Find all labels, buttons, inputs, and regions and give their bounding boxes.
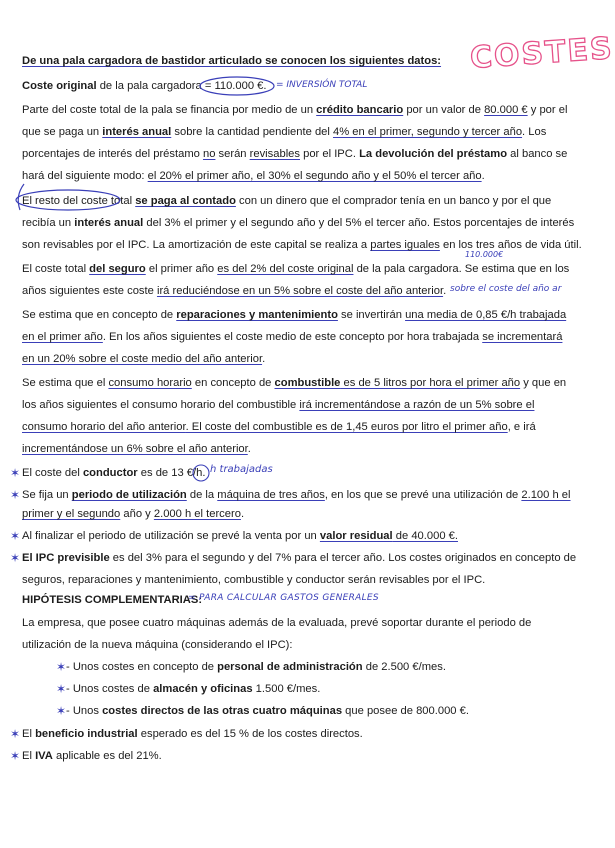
- text-span: que posee de 800.000 €.: [342, 705, 469, 717]
- star-icon: ✶: [10, 727, 21, 741]
- costes-stamp: COSTES: [468, 31, 615, 76]
- handwritten-sobre-note: sobre el coste del año ar: [450, 284, 562, 294]
- text-span: Parte del coste total de la pala se financia por medio de un: [22, 104, 317, 116]
- paragraph-line: [22, 398, 534, 412]
- text-span: crédito bancario: [316, 104, 404, 116]
- text-span: años siguientes este coste: [22, 285, 157, 297]
- paragraph-line: [22, 125, 546, 139]
- star-icon: ✶: [56, 682, 67, 696]
- text-span: 1.500 €/mes.: [252, 683, 321, 695]
- paragraph-line: [22, 488, 571, 502]
- text-span: costes directos de las otras cuatro máquinas: [102, 705, 343, 717]
- text-span: - Unos: [66, 705, 103, 717]
- title-text: De una pala cargadora de bastidor articulado se conocen los siguientes datos:: [22, 55, 442, 67]
- text-span: recibía un: [22, 217, 75, 229]
- text-span: con un dinero que el comprador tenía en un banco y por el que: [235, 195, 552, 207]
- text-span: consumo horario del año anterior: [22, 421, 186, 433]
- text-span: es de 13 €/h.: [137, 467, 206, 479]
- text-span: por un valor de: [403, 104, 485, 116]
- text-span: Al finalizar el periodo de utilización se prevé la venta por un: [22, 530, 320, 542]
- text-span: 80.000 €: [484, 104, 528, 116]
- text-span: utilización de la nueva máquina (considerando el IPC):: [22, 639, 293, 651]
- circled-value: 110.000 €.: [214, 80, 267, 92]
- text-span: al banco se: [507, 148, 568, 160]
- text-span: IVA: [35, 750, 53, 762]
- text-span: .: [262, 353, 266, 365]
- text-span: en el primer año: [22, 331, 103, 343]
- text-span: primer y el segundo: [22, 508, 121, 520]
- text-span: , en los que se prevé una utilización de: [324, 489, 522, 501]
- paragraph-line: [22, 308, 566, 322]
- paragraph-line: [22, 551, 576, 565]
- text-span: se invertirán: [337, 309, 406, 321]
- text-span: serán: [215, 148, 250, 160]
- text-span: sobre la cantidad pendiente del: [171, 126, 333, 138]
- text-span: periodo de utilización: [71, 489, 187, 501]
- text-span: consumo horario: [108, 377, 192, 389]
- text-span: revisables: [249, 148, 300, 160]
- text-span: . En los años siguientes el coste medio de este concepto por hora trabajada: [102, 331, 483, 343]
- circled-text: El resto del coste: [22, 195, 108, 207]
- text-span: del seguro: [89, 263, 146, 275]
- text-span: año y: [120, 508, 154, 520]
- text-span: 4% en el primer, segundo y tercer año: [332, 126, 523, 138]
- text-span: de 40.000 €.: [392, 530, 458, 542]
- text-span: porcentajes de interés del préstamo: [22, 148, 203, 160]
- text-span: , e irá: [507, 421, 536, 433]
- text-span: valor residual: [319, 530, 393, 542]
- text-span: .: [240, 508, 245, 520]
- text-span: - Unos costes en concepto de: [66, 661, 218, 673]
- text-span: de la: [186, 489, 218, 501]
- text-span: . Los: [522, 126, 547, 138]
- text-span: reparaciones y mantenimiento: [176, 309, 338, 321]
- text-span: y por el: [527, 104, 568, 116]
- text-span: partes iguales: [370, 239, 440, 251]
- text-span: incrementándose un 6% sobre el año anterior: [22, 443, 248, 455]
- text-span: Coste original: [22, 80, 97, 92]
- paragraph-line: [22, 638, 293, 652]
- text-span: en los tres años de vida útil.: [439, 239, 582, 251]
- text-span: . El coste del combustible es de 1,45 euros por litro el primer año: [185, 421, 508, 433]
- text-span: del 3% el primer y el segundo año y del 5% el tercer año. Estos porcentajes de interés: [143, 217, 575, 229]
- section-heading: [22, 593, 202, 607]
- text-span: es de 5 litros por hora el primer año: [340, 377, 521, 389]
- paragraph-line: [22, 147, 567, 161]
- paragraph-line: [22, 616, 531, 630]
- text-span: máquina de tres años: [217, 489, 325, 501]
- text-span: seguros, reparaciones y mantenimiento, combustible y conductor serán revisables por el IPC.: [22, 574, 486, 586]
- text-span: que se paga un: [22, 126, 103, 138]
- text-span: no: [202, 148, 216, 160]
- text-span: irá reduciéndose en un 5% sobre el coste del año anterior: [156, 285, 444, 297]
- paragraph-line: [22, 466, 205, 480]
- handwritten-htrab: h trabajadas: [210, 464, 273, 475]
- paragraph-line: [22, 262, 569, 276]
- handwritten-gastos: = PARA CALCULAR GASTOS GENERALES: [188, 593, 379, 603]
- text-span: los años siguientes el consumo horario del combustible: [22, 399, 300, 411]
- text-span: almacén y oficinas: [153, 683, 253, 695]
- paragraph-line: [22, 727, 363, 741]
- text-span: interés anual: [74, 217, 144, 229]
- text-span: - Unos costes de: [66, 683, 154, 695]
- paragraph-line: [22, 352, 265, 366]
- paragraph-line: [22, 507, 244, 521]
- handwritten-inversion: = INVERSIÓN TOTAL: [276, 80, 368, 90]
- star-icon: ✶: [10, 551, 21, 565]
- text-span: es del 2% del coste original: [217, 263, 354, 275]
- text-span: El: [22, 728, 36, 740]
- paragraph-line: [22, 216, 574, 230]
- text-span: son revisables por el IPC. La amortización de este capital se realiza a: [22, 239, 371, 251]
- list-item: [66, 682, 320, 696]
- text-span: se incrementará: [482, 331, 563, 343]
- paragraph-line: [22, 573, 485, 587]
- text-span: aplicable es del 21%.: [52, 750, 162, 762]
- text-span: el 20% el primer año, el 30% el segundo año y el 50% el tercer año: [147, 170, 482, 182]
- text-span: conductor: [82, 467, 138, 479]
- text-span: beneficio industrial: [35, 728, 138, 740]
- text-span: de la pala cargadora. Se estima que en los: [353, 263, 570, 275]
- star-icon: ✶: [10, 749, 21, 763]
- text-span: interés anual: [102, 126, 172, 138]
- paragraph-line: [22, 420, 536, 434]
- list-item: [66, 660, 446, 674]
- paragraph-line: [22, 284, 446, 298]
- paragraph-line: [22, 442, 251, 456]
- star-icon: ✶: [56, 660, 67, 674]
- paragraph-line: [22, 169, 485, 183]
- text-span: Se estima que el: [22, 377, 109, 389]
- star-icon: ✶: [10, 488, 21, 502]
- text-span: .: [247, 443, 251, 455]
- text-span: es del 3% para el segundo y del 7% para el tercer año. Los costes originados en concepto de: [109, 552, 577, 564]
- text-span: de 2.500 €/mes.: [362, 661, 446, 673]
- text-span: hará del siguiente modo:: [22, 170, 148, 182]
- document-title: [22, 54, 441, 68]
- text-span: .: [443, 285, 447, 297]
- star-icon: ✶: [10, 529, 21, 543]
- text-span: en un 20% sobre el coste medio del año anterior: [22, 353, 263, 365]
- text-span: La devolución del préstamo: [359, 148, 508, 160]
- text-span: El coste del: [22, 467, 83, 479]
- text-span: personal de administración: [217, 661, 363, 673]
- text-span: .: [481, 170, 485, 182]
- paragraph-line: [22, 194, 551, 208]
- text-span: Se fija un: [22, 489, 72, 501]
- text-span: 2.000 h el tercero: [153, 508, 241, 520]
- text-span: La empresa, que posee cuatro máquinas además de la evaluada, prevé soportar durante el periodo de: [22, 617, 532, 629]
- text-span: combustible: [274, 377, 341, 389]
- heading-text: HIPÓTESIS COMPLEMENTARIAS:: [22, 594, 203, 606]
- text-span: una media de 0,85 €/h trabajada: [405, 309, 567, 321]
- text-span: se paga al contado: [135, 195, 236, 207]
- star-icon: ✶: [10, 466, 21, 480]
- star-icon: ✶: [56, 704, 67, 718]
- text-span: El: [22, 750, 36, 762]
- paragraph-line: [22, 330, 562, 344]
- text-span: total: [107, 195, 136, 207]
- text-span: y que en: [520, 377, 567, 389]
- paragraph-line: [22, 376, 566, 390]
- line-coste-original: [22, 79, 267, 93]
- text-span: El IPC previsible: [22, 552, 110, 564]
- text-span: irá incrementándose a razón de un 5% sobre el: [299, 399, 535, 411]
- paragraph-line: [22, 749, 162, 763]
- list-item: [66, 704, 469, 718]
- text-span: de la pala cargadora =: [96, 80, 215, 92]
- text-span: esperado es del 15 % de los costes directos.: [137, 728, 363, 740]
- paragraph-line: [22, 103, 567, 117]
- text-span: el primer año: [145, 263, 218, 275]
- text-span: por el IPC.: [300, 148, 360, 160]
- handwritten-cost-note: 110.000€: [465, 250, 504, 259]
- text-span: El coste total: [22, 263, 90, 275]
- text-span: Se estima que en concepto de: [22, 309, 177, 321]
- text-span: en concepto de: [191, 377, 275, 389]
- text-span: 2.100 h el: [521, 489, 571, 501]
- paragraph-line: [22, 529, 458, 543]
